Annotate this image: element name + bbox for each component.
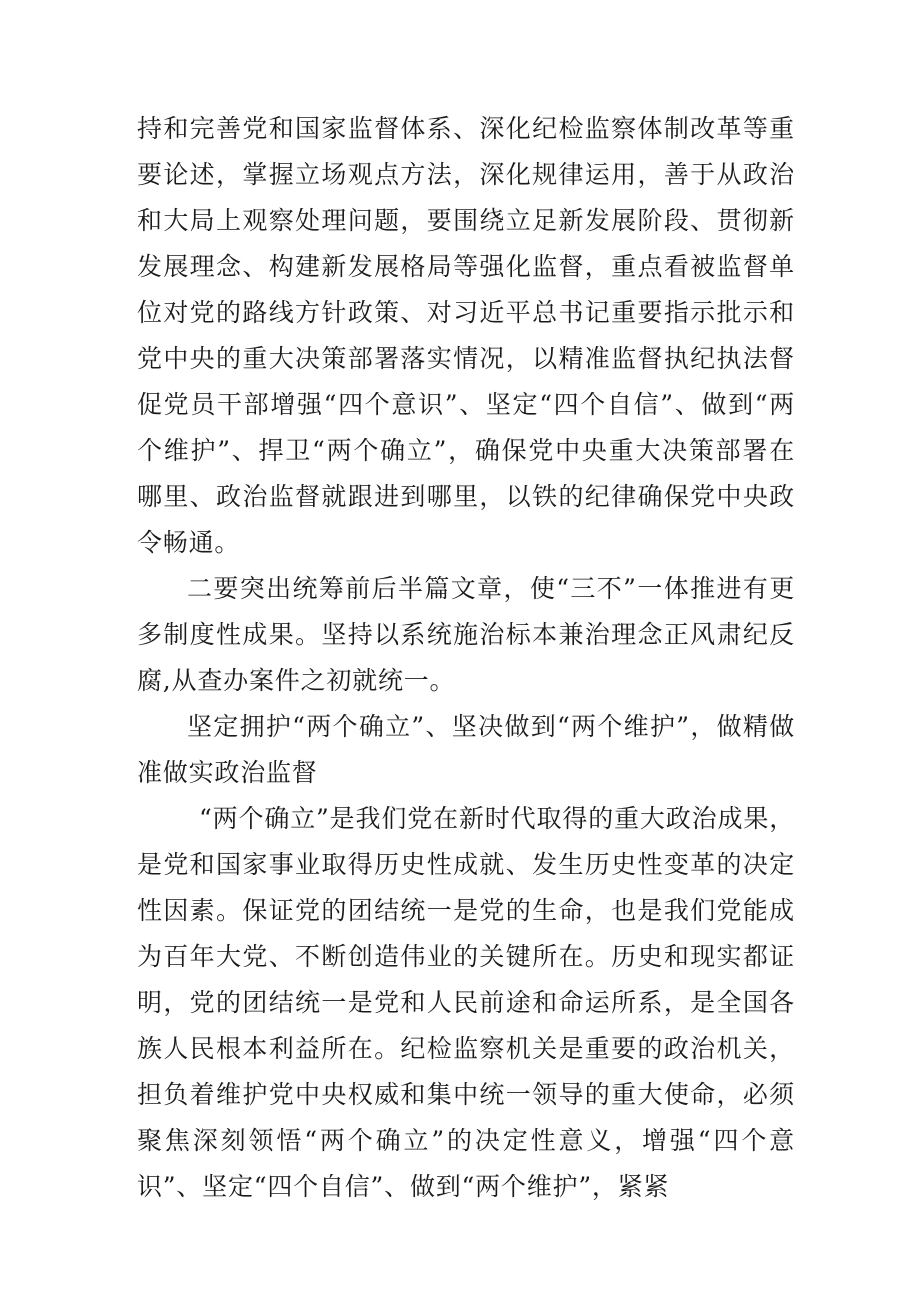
section-heading: 坚定拥护“两个确立”、坚决做到“两个维护”，做精做准做实政治监督 [137, 712, 795, 787]
paragraph-two-establishments: “两个确立”是我们党在新时代取得的重大政治成果，是党和国家事业取得历史性成就、发生历史性变革的决定性因素。保证党的团结统一是党的生命，也是我们党能成为百年大党、不断创造伟业的关键所在。历史和现实都证明，党的团结统一是党和人民前途和命运所系，是全国各族人民根本利益所在。纪检监察机关是重要的政治机关，担负着维护党中央权威和集中统一领导的重大使命，必须聚焦深刻领悟“两个确立”的决定性意义，增强“四个意识”、坚定“四个自信”、做到“两个维护”，紧紧 [137, 804, 795, 1201]
document-body [137, 106, 795, 1210]
paragraph-continued: 持和完善党和国家监督体系、深化纪检监察体制改革等重要论述，掌握立场观点方法，深化规律运用，善于从政治和大局上观察处理问题，要围绕立足新发展阶段、贯彻新发展理念、构建新发展格局等强化监督，重点看被监督单位对党的路线方针政策、对习近平总书记重要指示批示和党中央的重大决策部署落实情况，以精准监督执纪执法督促党员干部增强“四个意识”、坚定“四个自信”、做到“两个维护”、捍卫“两个确立”，确保党中央重大决策部署在哪里、政治监督就跟进到哪里，以铁的纪律确保党中央政令畅通。 [137, 114, 795, 557]
paragraph-second-point: 二要突出统筹前后半篇文章，使“三不”一体推进有更多制度性成果。坚持以系统施治标本兼治理念正风肃纪反腐,从查办案件之初就统一。 [137, 574, 795, 695]
